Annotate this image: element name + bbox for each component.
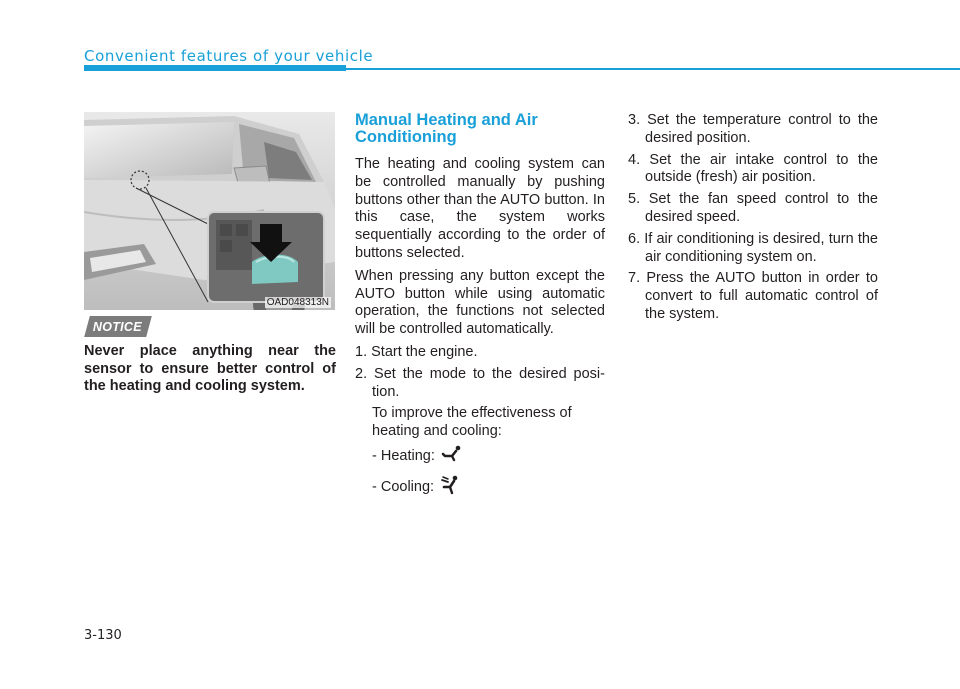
- notice-badge-label: NOTICE: [93, 319, 143, 334]
- page-number: 3-130: [84, 628, 122, 643]
- cooling-line: [355, 475, 605, 501]
- steps-column: [628, 112, 878, 328]
- car-sensor-image: [84, 112, 335, 310]
- step-5: 5. Set the fan speed control to the desired speed.: [628, 191, 878, 225]
- step-6: 6. If air conditioning is desired, turn the air conditioning system on.: [628, 230, 878, 265]
- step-3: 3. Set the temperature control to the desired position.: [628, 112, 878, 146]
- manual-heading: Manual Heating and Air Conditioning: [355, 111, 538, 146]
- figure-code: OAD048313N: [266, 297, 329, 308]
- manual-column: [355, 112, 605, 507]
- step-2-note: To improve the effectiveness of heating and cooling:: [372, 405, 572, 440]
- heating-line: [355, 445, 605, 469]
- step-4: 4. Set the air intake control to the outside (fresh) air position.: [628, 151, 878, 186]
- cooling-label: - Cooling:: [372, 478, 435, 495]
- manual-paragraph-2: When pressing any button except the AUTO button while using automatic operation, the functions not selected will be controlled automatically.: [355, 267, 605, 338]
- sensor-illustration: [84, 112, 335, 310]
- step-7: 7. Press the AUTO button in order to convert to full automatic control of the system.: [628, 270, 878, 322]
- notice-badge: [84, 316, 152, 337]
- notice-text: Never place anything near the sensor to ensure better control of the heating and cooling system.: [84, 343, 336, 394]
- step-1: 1. Start the engine.: [355, 343, 478, 360]
- section-header: Convenient features of your vehicle: [84, 47, 374, 65]
- header-rule-thin: [346, 68, 960, 70]
- header-rule-thick: [84, 65, 346, 71]
- floor-mode-icon: [441, 445, 463, 469]
- heating-label: - Heating:: [372, 447, 435, 464]
- face-mode-icon: [440, 475, 462, 501]
- step-2: 2. Set the mode to the desired posi-tion.: [355, 365, 605, 400]
- manual-paragraph-1: The heating and cooling system can be controlled manually by pushing buttons other than the AUTO button. In this case, the system works sequentially according to the order of buttons selected.: [355, 156, 605, 261]
